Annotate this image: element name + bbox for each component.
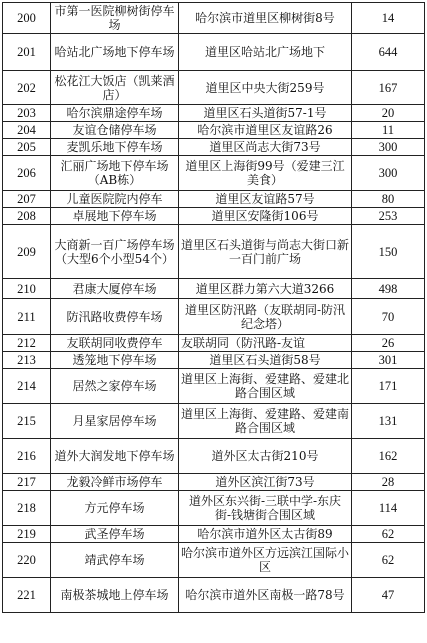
lot-address: 道里区安隆街106号	[179, 208, 352, 225]
lot-spaces: 150	[352, 225, 425, 279]
lot-name: 方元停车场	[51, 491, 179, 526]
lot-name: 市第一医院柳树街停车场	[51, 3, 179, 34]
lot-spaces: 28	[352, 474, 425, 491]
lot-name: 松花江大饭店（凯莱酒店）	[51, 71, 179, 105]
lot-spaces: 114	[352, 491, 425, 526]
lot-name: 君康大厦停车场	[51, 279, 179, 299]
lot-name: 麦凯乐地下停车场	[51, 139, 179, 156]
lot-name: 卓展地下停车场	[51, 208, 179, 225]
lot-spaces: 70	[352, 299, 425, 335]
table-row	[3, 578, 425, 613]
lot-address: 道里区友谊路57号	[179, 191, 352, 208]
lot-address: 哈尔滨市道外区方远滨江国际小区	[179, 543, 352, 578]
table-row	[3, 71, 425, 105]
table-row	[3, 191, 425, 208]
lot-address: 哈尔滨市道外区太古街89	[179, 526, 352, 543]
row-number: 202	[3, 71, 51, 105]
table-row	[3, 156, 425, 191]
table-row	[3, 526, 425, 543]
lot-spaces: 253	[352, 208, 425, 225]
row-number: 215	[3, 404, 51, 439]
table-row	[3, 491, 425, 526]
table-row	[3, 225, 425, 279]
lot-name: 儿童医院院内停车	[51, 191, 179, 208]
lot-address: 道里区上海街、爱建路、爱建南路合围区域	[179, 404, 352, 439]
lot-name: 哈站北广场地下停车场	[51, 34, 179, 71]
lot-spaces: 162	[352, 439, 425, 474]
lot-spaces: 171	[352, 369, 425, 404]
parking-table	[2, 2, 425, 613]
row-number: 217	[3, 474, 51, 491]
row-number: 201	[3, 34, 51, 71]
lot-address: 道里区哈站北广场地下	[179, 34, 352, 71]
row-number: 200	[3, 3, 51, 34]
row-number: 204	[3, 122, 51, 139]
lot-address: 道外区太古街210号	[179, 439, 352, 474]
table-row	[3, 3, 425, 34]
lot-spaces: 644	[352, 34, 425, 71]
lot-name: 龙毅冷鲜市场停车	[51, 474, 179, 491]
lot-name: 大商新一百广场停车场（大型6个小型54个）	[51, 225, 179, 279]
lot-name: 防汛路收费停车场	[51, 299, 179, 335]
lot-address: 道外区滨江街73号	[179, 474, 352, 491]
lot-address: 哈尔滨市道外区南极一路78号	[179, 578, 352, 613]
lot-address: 道里区群力第六大道3266	[179, 279, 352, 299]
lot-spaces: 131	[352, 404, 425, 439]
lot-spaces: 300	[352, 139, 425, 156]
table-row	[3, 543, 425, 578]
row-number: 207	[3, 191, 51, 208]
lot-name: 透笼地下停车场	[51, 352, 179, 369]
row-number: 210	[3, 279, 51, 299]
lot-spaces: 62	[352, 543, 425, 578]
lot-address: 道里区石头道街57-1号	[179, 105, 352, 122]
lot-address: 道里区上海街99号（爱建三江美食）	[179, 156, 352, 191]
lot-name: 汇丽广场地下停车场（AB栋）	[51, 156, 179, 191]
lot-address: 道里区防汛路（友联胡同-防汛纪念塔）	[179, 299, 352, 335]
lot-spaces: 11	[352, 122, 425, 139]
row-number: 216	[3, 439, 51, 474]
lot-spaces: 47	[352, 578, 425, 613]
lot-address: 道里区石头道街58号	[179, 352, 352, 369]
row-number: 214	[3, 369, 51, 404]
lot-spaces: 301	[352, 352, 425, 369]
table-row	[3, 208, 425, 225]
lot-name: 武圣停车场	[51, 526, 179, 543]
row-number: 221	[3, 578, 51, 613]
table-row	[3, 474, 425, 491]
table-row	[3, 352, 425, 369]
row-number: 211	[3, 299, 51, 335]
lot-name: 哈尔滨鼎途停车场	[51, 105, 179, 122]
row-number: 218	[3, 491, 51, 526]
lot-spaces: 14	[352, 3, 425, 34]
lot-spaces: 167	[352, 71, 425, 105]
lot-spaces: 80	[352, 191, 425, 208]
lot-address: 道外区东兴街-三联中学-东庆街-钱塘街合围区域	[179, 491, 352, 526]
row-number: 209	[3, 225, 51, 279]
lot-name: 月星家居停车场	[51, 404, 179, 439]
row-number: 203	[3, 105, 51, 122]
table-row	[3, 439, 425, 474]
table-row	[3, 369, 425, 404]
lot-name: 居然之家停车场	[51, 369, 179, 404]
table-row	[3, 139, 425, 156]
table-row	[3, 279, 425, 299]
table-row	[3, 404, 425, 439]
table-row	[3, 34, 425, 71]
lot-name: 友谊仓储停车场	[51, 122, 179, 139]
table-row	[3, 299, 425, 335]
table-row	[3, 335, 425, 352]
row-number: 213	[3, 352, 51, 369]
lot-spaces: 62	[352, 526, 425, 543]
lot-address: 哈尔滨市道里区柳树街8号	[179, 3, 352, 34]
lot-spaces: 20	[352, 105, 425, 122]
lot-name: 道外大润发地下停车场	[51, 439, 179, 474]
table-row	[3, 105, 425, 122]
lot-address: 道里区中央大街259号	[179, 71, 352, 105]
row-number: 208	[3, 208, 51, 225]
lot-address: 道里区尚志大街73号	[179, 139, 352, 156]
lot-name: 友联胡同收费停车	[51, 335, 179, 352]
row-number: 220	[3, 543, 51, 578]
lot-name: 南极茶城地上停车场	[51, 578, 179, 613]
lot-address: 友联胡同（防汛路-友谊	[179, 335, 352, 352]
lot-spaces: 300	[352, 156, 425, 191]
lot-address: 道里区上海街、爱建路、爱建北路合围区域	[179, 369, 352, 404]
row-number: 212	[3, 335, 51, 352]
table-row	[3, 122, 425, 139]
lot-address: 哈尔滨市道里区友谊路26	[179, 122, 352, 139]
lot-spaces: 26	[352, 335, 425, 352]
row-number: 205	[3, 139, 51, 156]
row-number: 206	[3, 156, 51, 191]
row-number: 219	[3, 526, 51, 543]
lot-spaces: 498	[352, 279, 425, 299]
lot-address: 道里区石头道街与尚志大街口新一百门前广场	[179, 225, 352, 279]
lot-name: 靖武停车场	[51, 543, 179, 578]
